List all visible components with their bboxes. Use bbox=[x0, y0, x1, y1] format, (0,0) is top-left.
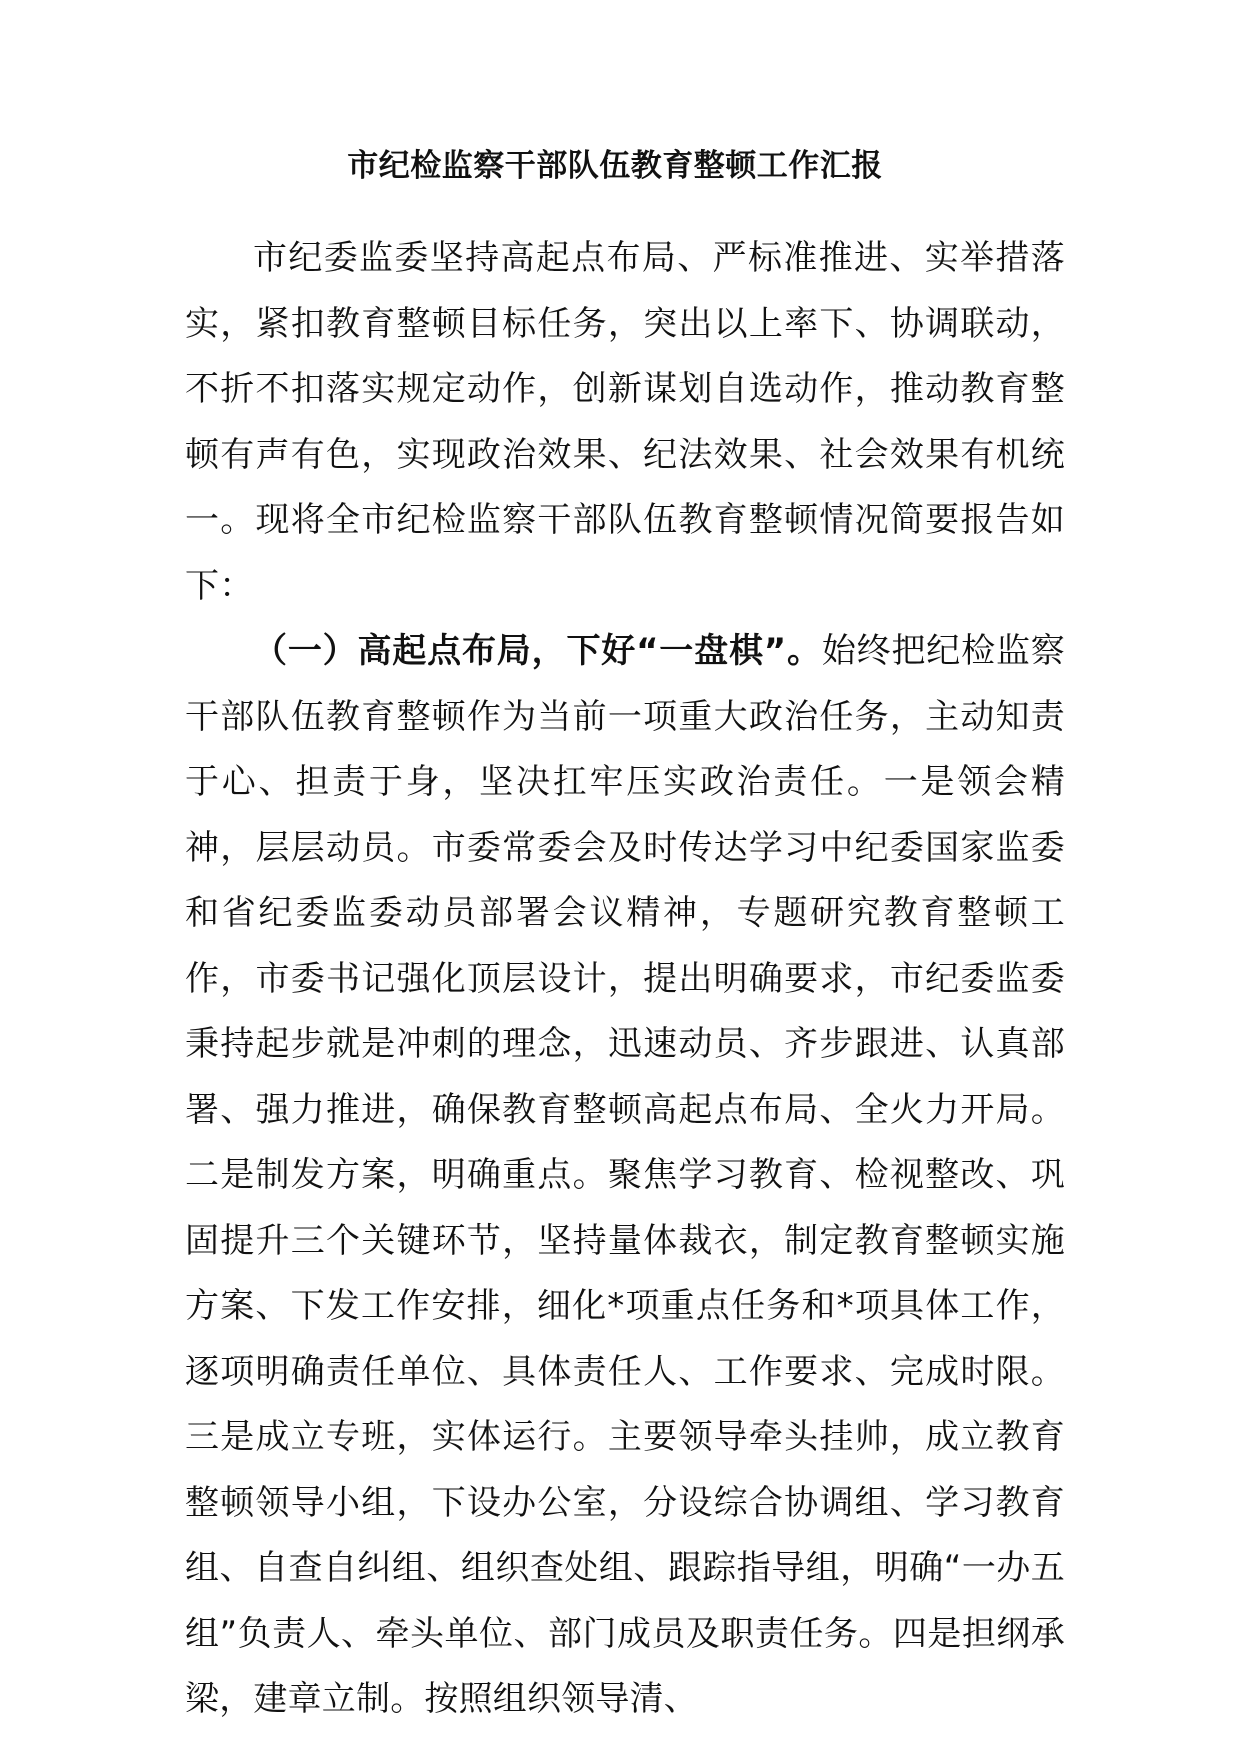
document-title: 市纪检监察干部队伍教育整顿工作汇报 bbox=[347, 148, 883, 184]
intro-paragraph: 市纪委监委坚持高起点布局、严标准推进、实举措落实，紧扣教育整顿目标任务，突出以上率下、协调联动，不折不扣落实规定动作，创新谋划自选动作，推动教育整顿有声有色，实现政治效果、纪法效果、社会效果有机统一。现将全市纪检监察干部队伍教育整顿情况简要报告如下： bbox=[185, 238, 1065, 606]
section-1-text: 始终把纪检监察干部队伍教育整顿作为当前一项重大政治任务，主动知责于心、担责于身，坚决扛牢压实政治责任。一是领会精神，层层动员。市委常委会及时传达学习中纪委国家监委和省纪委监委动员部署会议精神，专题研究教育整顿工作，市委书记强化顶层设计，提出明确要求，市纪委监委秉持起步就是冲刺的理念，迅速动员、齐步跟进、认真部署、强力推进，确保教育整顿高起点布局、全火力开局。二是制发方案，明确重点。聚焦学习教育、检视整改、巩固提升三个关键环节，坚持量体裁衣，制定教育整顿实施方案、下发工作安排，细化*项重点任务和*项具体工作，逐项明确责任单位、具体责任人、工作要求、完成时限。三是成立专班，实体运行。主要领导牵头挂帅，成立教育整顿领导小组，下设办公室，分设综合协调组、学习教育组、自查自纠组、组织查处组、跟踪指导组，明确“一办五组”负责人、牵头单位、部门成员及职责任务。四是担纲承梁，建章立制。按照组织领导清、 bbox=[185, 631, 1065, 1719]
document-page bbox=[185, 0, 1065, 1754]
document-body bbox=[185, 226, 1065, 1733]
section-1-paragraph bbox=[185, 619, 1065, 1733]
section-1-heading: （一）高起点布局，下好“一盘棋”。 bbox=[253, 631, 822, 671]
